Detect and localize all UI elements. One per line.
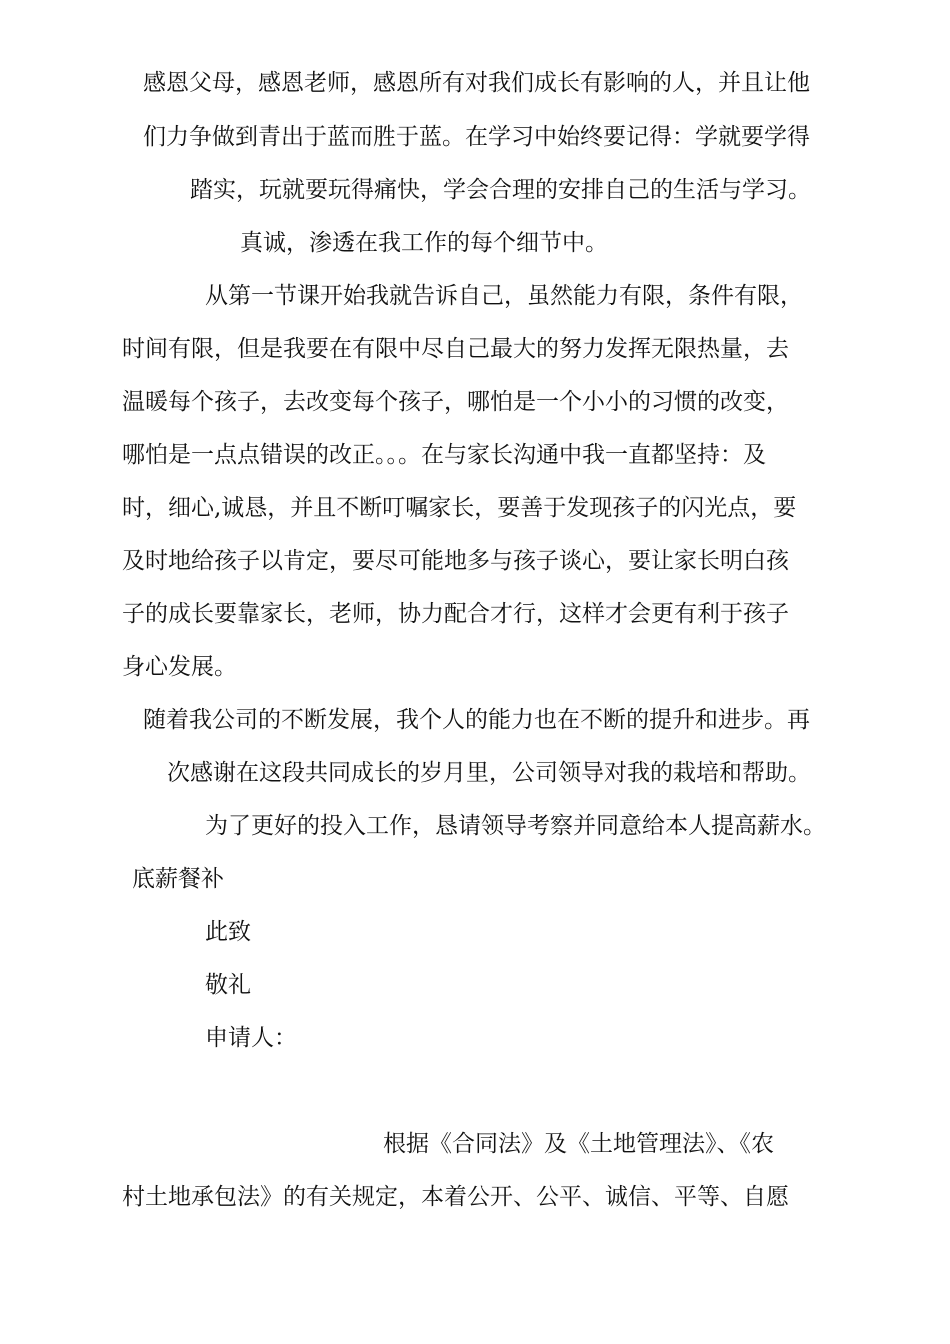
paragraph-line: 踏实，玩就要玩得痛快，学会合理的安排自己的生活与学习。: [190, 177, 811, 203]
paragraph-line: 次感谢在这段共同成长的岁月里，公司领导对我的栽培和帮助。: [167, 760, 811, 786]
paragraph-line: 及时地给孩子以肯定，要尽可能地多与孩子谈心，要让家长明白孩: [122, 548, 789, 574]
closing-regards: 敬礼: [205, 972, 251, 998]
paragraph-line: 时间有限，但是我要在有限中尽自己最大的努力发挥无限热量，去: [122, 336, 789, 362]
paragraph-line: 哪怕是一点点错误的改正。。。在与家长沟通中我一直都坚持：及: [122, 442, 766, 468]
paragraph-line: 温暖每个孩子，去改变每个孩子，哪怕是一个小小的习惯的改变，: [122, 389, 789, 415]
paragraph-line: 从第一节课开始我就告诉自己，虽然能力有限，条件有限，: [205, 283, 803, 309]
paragraph-line: 根据《合同法》及《土地管理法》、《农: [383, 1131, 774, 1157]
paragraph-line: 们力争做到青出于蓝而胜于蓝。在学习中始终要记得：学就要学得: [143, 124, 810, 150]
paragraph-line: 身心发展。: [122, 654, 237, 680]
paragraph-line: 随着我公司的不断发展，我个人的能力也在不断的提升和进步。再: [143, 707, 810, 733]
paragraph-line: 感恩父母，感恩老师，感恩所有对我们成长有影响的人，并且让他: [143, 70, 810, 96]
paragraph-line: 为了更好的投入工作，恳请领导考察并同意给本人提高薪水。: [205, 813, 826, 839]
paragraph-line: 时，细心,诚恳，并且不断叮嘱家长，要善于发现孩子的闪光点，要: [122, 495, 797, 521]
applicant-label: 申请人：: [205, 1025, 297, 1051]
paragraph-line: 村土地承包法》的有关规定，本着公开、公平、诚信、平等、自愿: [122, 1184, 789, 1210]
paragraph-line: 真诚，渗透在我工作的每个细节中。: [240, 230, 608, 256]
paragraph-line: 子的成长要靠家长，老师，协力配合才行，这样才会更有利于孩子: [122, 601, 789, 627]
salary-items: 底薪餐补: [132, 866, 224, 892]
closing-salutation: 此致: [205, 919, 251, 945]
